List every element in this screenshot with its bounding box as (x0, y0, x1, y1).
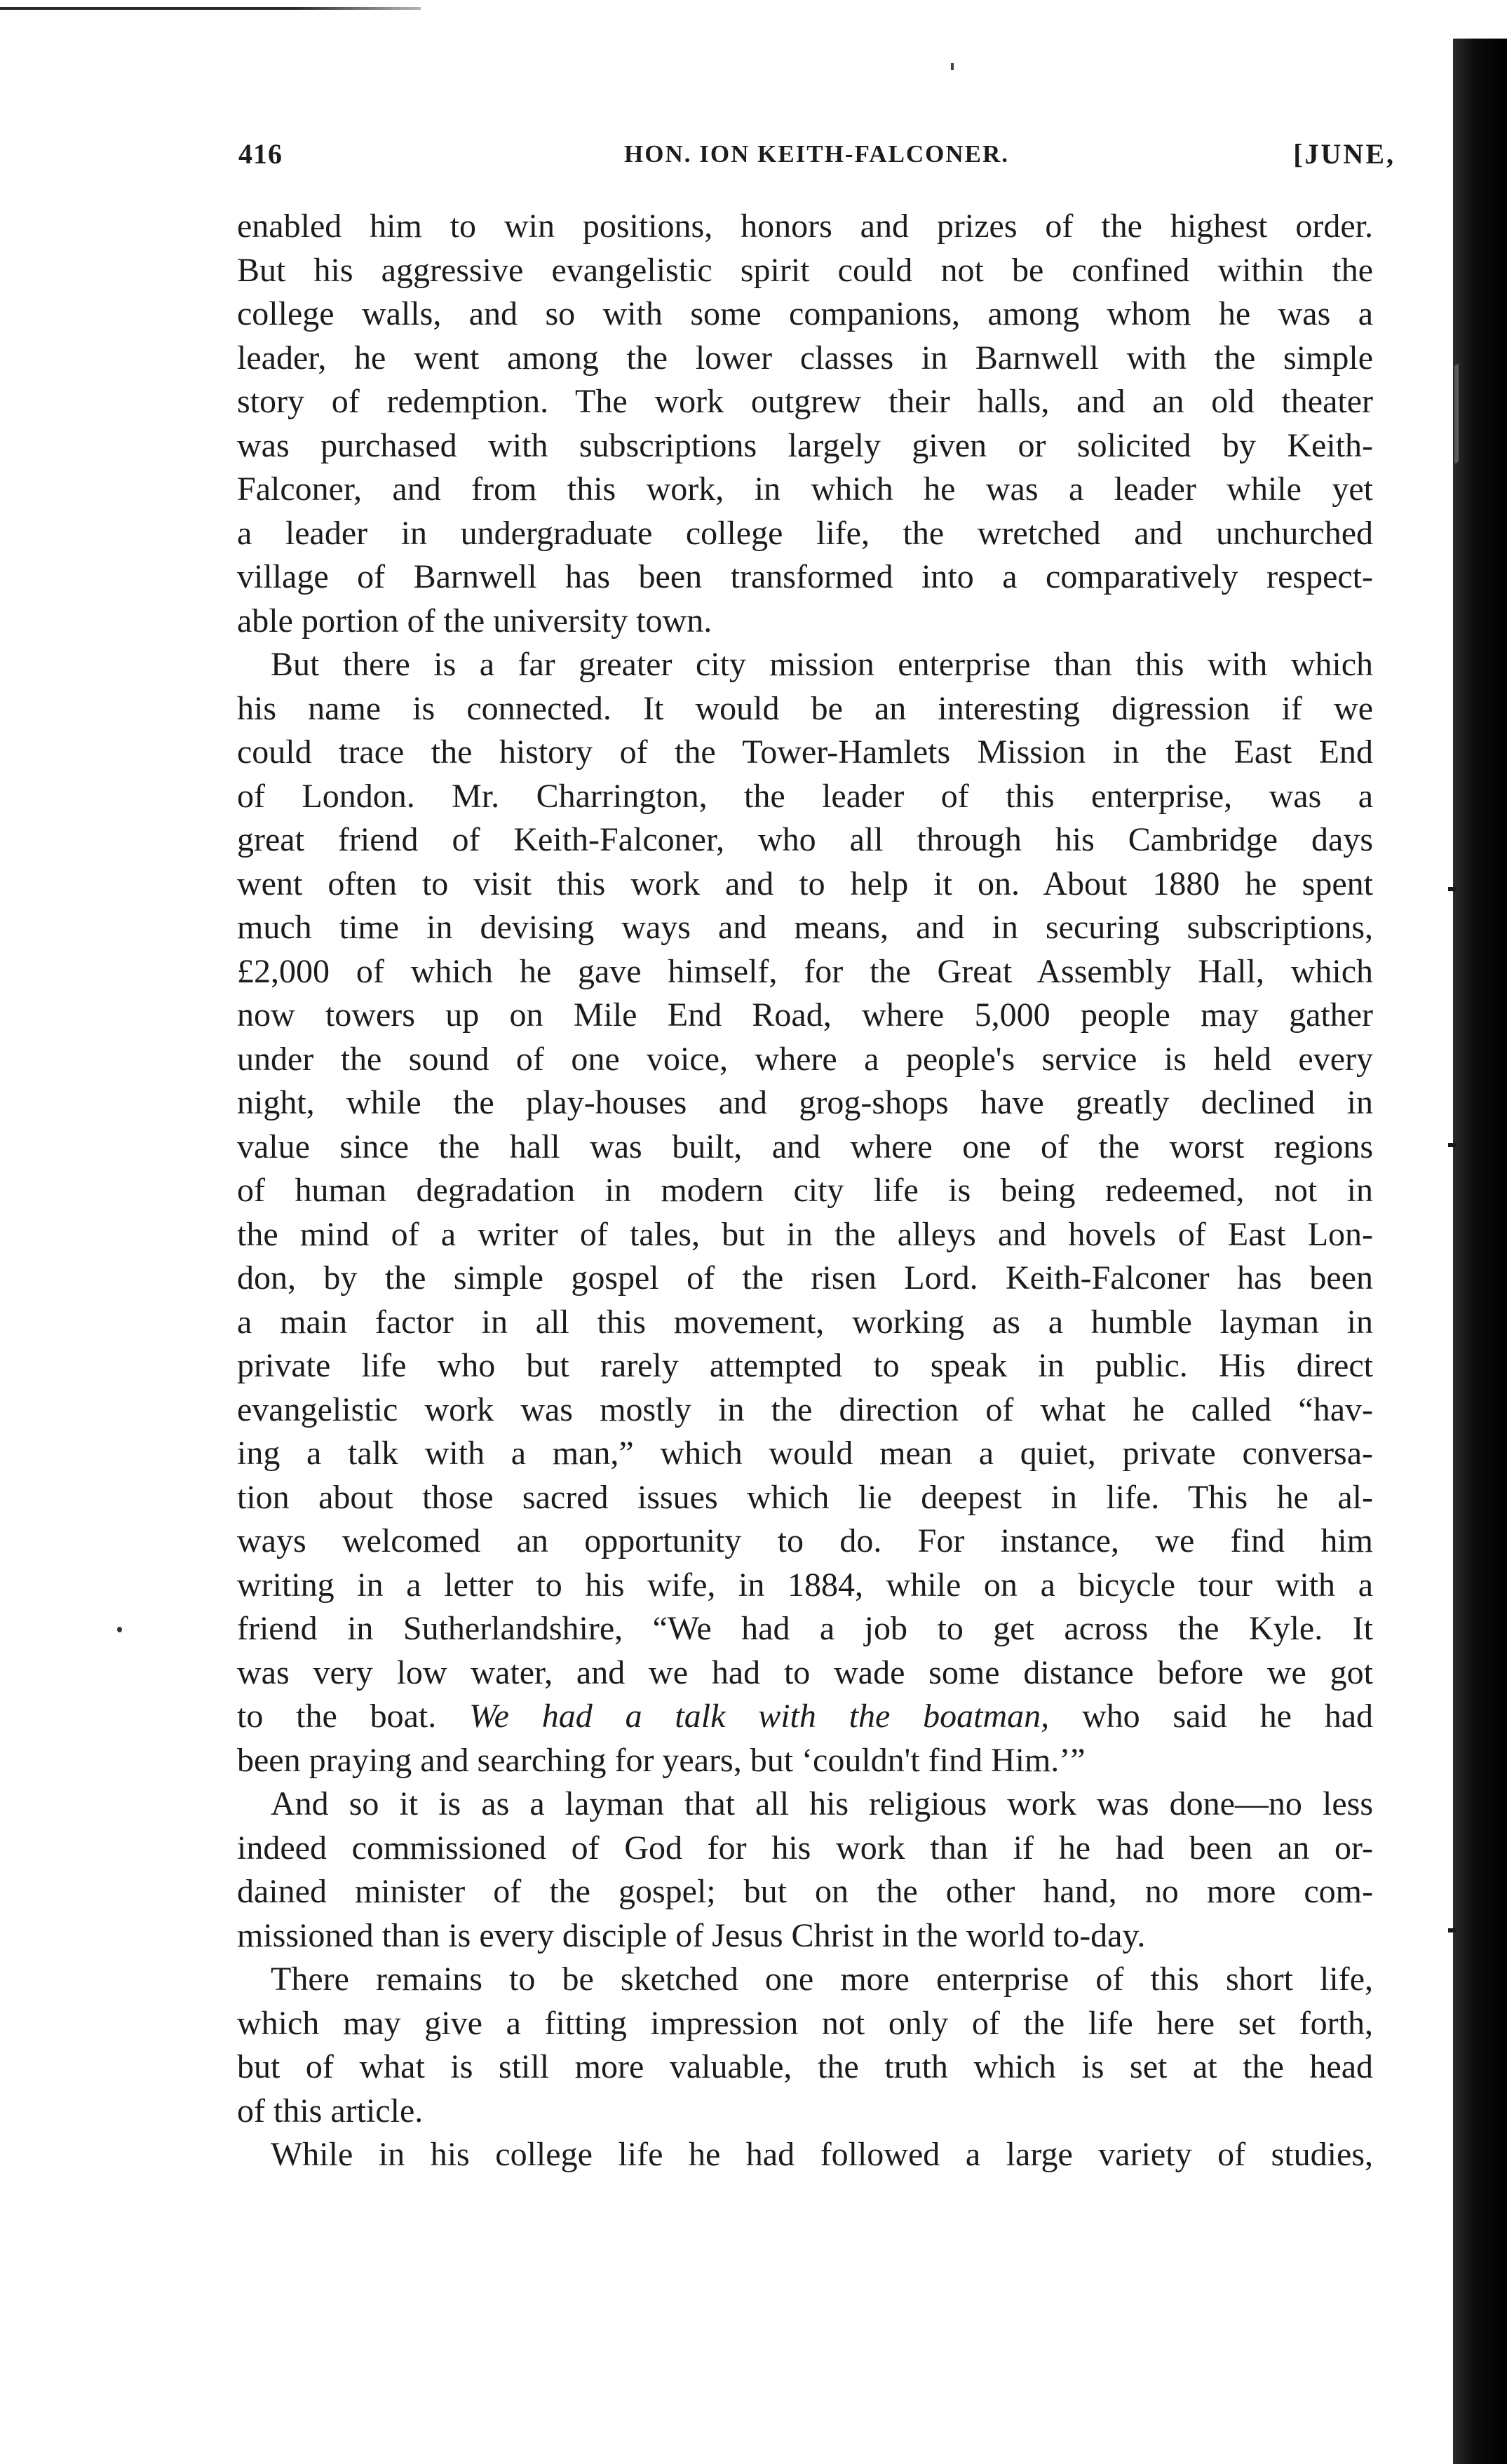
book-spine-shadow (1453, 39, 1507, 2464)
text-line: great friend of Keith-Falconer, who all through his Cambridge days (237, 821, 1373, 858)
text-line: village of Barnwell has been transformed into a comparatively respect- (237, 558, 1373, 595)
text-line: £2,000 of which he gave himself, for the Great Assembly Hall, which (237, 952, 1373, 990)
text-line: But his aggressive evangelistic spirit could not be confined within the (237, 251, 1373, 289)
text-line: ing a talk with a man,” which would mean a quiet, private conversa- (237, 1435, 1373, 1472)
text-line: now towers up on Mile End Road, where 5,000 people may gather (237, 996, 1373, 1034)
text-line: value since the hall was built, and where one of the worst regions (237, 1128, 1373, 1165)
margin-mark (1454, 363, 1459, 463)
text-line: Falconer, and from this work, in which he was a leader while yet (237, 471, 1373, 508)
text-line: which may give a fitting impression not only of the life here set forth, (237, 2004, 1373, 2042)
spine-notch (1448, 1928, 1457, 1932)
spine-notch (1448, 887, 1457, 891)
text-line: the mind of a writer of tales, but in the alleys and hovels of East Lon- (237, 1215, 1373, 1253)
text-line: much time in devising ways and means, and in securing subscriptions, (237, 909, 1373, 946)
text-line: indeed commissioned of God for his work than if he had been an or- (237, 1829, 1373, 1867)
text-line: enabled him to win positions, honors and prizes of the highest order. (237, 208, 1373, 245)
text-line: under the sound of one voice, where a people's service is held every (237, 1040, 1373, 1078)
text-line: dained minister of the gospel; but on the other hand, no more com- (237, 1873, 1373, 1910)
text-line: could trace the history of the Tower-Hamlets Mission in the East End (237, 733, 1373, 771)
text-line: college walls, and so with some companions, among whom he was a (237, 295, 1373, 332)
text-line: don, by the simple gospel of the risen Lord. Keith-Falconer has been (237, 1259, 1373, 1297)
text-line: of this article. (237, 2092, 424, 2130)
running-month: [JUNE, (1293, 138, 1396, 170)
paragraph-start: And so it is as a layman that all his religious work was done—no less (271, 1785, 1373, 1822)
text-line: of London. Mr. Charrington, the leader of this enterprise, was a (237, 777, 1373, 815)
top-scan-rule (0, 7, 421, 10)
text-line: evangelistic work was mostly in the direction of what he called “hav- (237, 1390, 1373, 1428)
paragraph-start: There remains to be sketched one more enterprise of this short life, (271, 1961, 1373, 1998)
text-line: ways welcomed an opportunity to do. For instance, we find him (237, 1522, 1373, 1559)
text-line: went often to visit this work and to help it on. About 1880 he spent (237, 865, 1373, 902)
text-line: missioned than is every disciple of Jesus Christ in the world to-day. (237, 1916, 1146, 1954)
text-segment: who said he had (1081, 1698, 1374, 1735)
italic-quote: We had a talk with the boatman, (469, 1698, 1050, 1735)
scan-speck (951, 63, 954, 70)
body-text (237, 205, 1373, 2177)
text-line: friend in Sutherlandshire, “We had a job to get across the Kyle. It (237, 1610, 1373, 1647)
text-line: was purchased with subscriptions largely given or solicited by Keith- (237, 426, 1373, 464)
text-line: his name is connected. It would be an interesting digression if we (237, 689, 1373, 727)
margin-dot (117, 1627, 122, 1632)
text-line: writing in a letter to his wife, in 1884, while on a bicycle tour with a (237, 1566, 1373, 1604)
text-line: private life who but rarely attempted to speak in public. His direct (237, 1347, 1373, 1384)
page-number: 416 (238, 138, 283, 170)
text-line: night, while the play-houses and grog-shops have greatly declined in (237, 1084, 1373, 1121)
text-line: been praying and searching for years, but ‘couldn't find Him.’” (237, 1741, 1086, 1779)
text-line: story of redemption. The work outgrew their halls, and an old theater (237, 383, 1373, 420)
paragraph-start: While in his college life he had followed a large variety of studies, (271, 2136, 1373, 2173)
paragraph-start: But there is a far greater city mission enterprise than this with which (271, 646, 1373, 683)
text-line: a leader in undergraduate college life, the wretched and unchurched (237, 514, 1373, 552)
text-line: able portion of the university town. (237, 602, 712, 639)
text-line-with-italic (237, 1695, 1373, 1739)
running-title: HON. ION KEITH-FALCONER. (624, 140, 1010, 168)
text-segment: to the boat. (237, 1698, 437, 1735)
spine-notch (1448, 1143, 1457, 1147)
text-line: leader, he went among the lower classes in Barnwell with the simple (237, 339, 1373, 377)
text-line: was very low water, and we had to wade some distance before we got (237, 1653, 1373, 1691)
text-line: but of what is still more valuable, the truth which is set at the head (237, 2048, 1373, 2085)
text-line: a main factor in all this movement, working as a humble layman in (237, 1303, 1373, 1341)
running-header (238, 137, 1396, 180)
text-line: tion about those sacred issues which lie deepest in life. This he al- (237, 1478, 1373, 1516)
text-line: of human degradation in modern city life is being redeemed, not in (237, 1172, 1373, 1209)
